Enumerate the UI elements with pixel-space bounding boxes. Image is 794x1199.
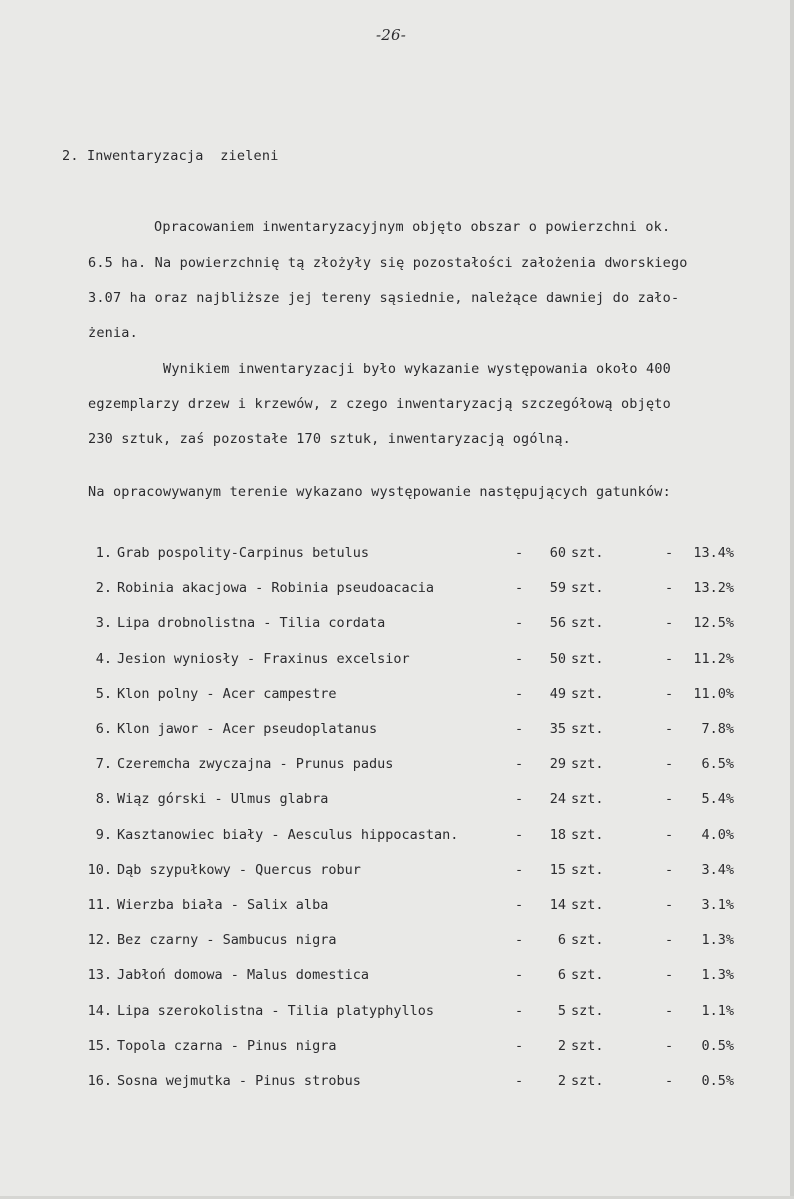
species-unit: szt. (571, 861, 604, 878)
species-name: Grab pospolity-Carpinus betulus (117, 545, 369, 561)
species-dash: - (515, 580, 524, 597)
species-name: Jabłoń domowa - Malus domestica (117, 967, 369, 984)
species-dash: - (515, 756, 524, 773)
page-number: -26- (376, 26, 407, 44)
species-row (0, 721, 794, 743)
species-count: 49 (549, 685, 566, 702)
species-unit: szt. (571, 1002, 604, 1019)
species-dash: - (515, 826, 524, 843)
species-dash: - (515, 1002, 524, 1019)
species-dash: - (515, 1073, 524, 1089)
paragraph2-line: egzemplarzy drzew i krzewów, z czego inwentaryzacją szczegółową objęto (88, 396, 671, 412)
section-heading: 2. Inwentaryzacja zieleni (62, 148, 279, 164)
species-percent: 1.3% (701, 932, 734, 949)
species-dash: - (515, 861, 524, 878)
species-count: 29 (549, 756, 566, 773)
species-percent: 6.5% (701, 756, 734, 773)
species-row (0, 897, 794, 919)
species-percent: 0.5% (701, 1073, 734, 1089)
species-count: 15 (549, 861, 566, 878)
species-percent: 11.0% (693, 685, 734, 702)
percent-dash: - (665, 967, 674, 984)
species-name: Jesion wyniosły - Fraxinus excelsior (117, 650, 410, 667)
species-dash: - (515, 650, 524, 667)
species-row (0, 615, 794, 637)
species-count: 14 (549, 897, 566, 913)
percent-dash: - (665, 615, 674, 632)
species-percent: 0.5% (701, 1037, 734, 1054)
species-unit: szt. (571, 1037, 604, 1054)
species-dash: - (515, 615, 524, 632)
species-row (0, 1038, 794, 1060)
species-number: 9. (95, 826, 112, 843)
percent-dash: - (665, 932, 674, 949)
species-count: 56 (549, 615, 566, 632)
species-name: Robinia akacjowa - Robinia pseudoacacia (117, 580, 434, 597)
species-row (0, 580, 794, 602)
percent-dash: - (665, 721, 674, 737)
species-row (0, 1003, 794, 1025)
percent-dash: - (665, 1002, 674, 1019)
species-row (0, 967, 794, 989)
species-count: 18 (549, 826, 566, 843)
species-number: 10. (87, 861, 112, 878)
species-name: Kasztanowiec biały - Aesculus hippocastan. (117, 826, 459, 843)
species-number: 6. (95, 721, 112, 737)
species-percent: 13.4% (693, 545, 734, 561)
percent-dash: - (665, 861, 674, 878)
species-percent: 3.4% (701, 861, 734, 878)
percent-dash: - (665, 826, 674, 843)
species-percent: 1.1% (701, 1002, 734, 1019)
species-percent: 5.4% (701, 791, 734, 808)
species-percent: 13.2% (693, 580, 734, 597)
percent-dash: - (665, 1073, 674, 1089)
paragraph1-line: 6.5 ha. Na powierzchnię tą złożyły się pozostałości założenia dworskiego (88, 255, 688, 271)
percent-dash: - (665, 650, 674, 667)
species-percent: 7.8% (701, 721, 734, 737)
species-dash: - (515, 1037, 524, 1054)
species-number: 16. (87, 1073, 112, 1089)
species-name: Lipa drobnolistna - Tilia cordata (117, 615, 386, 632)
species-name: Topola czarna - Pinus nigra (117, 1037, 337, 1054)
species-name: Wierzba biała - Salix alba (117, 897, 329, 913)
paragraph2-line: Wynikiem inwentaryzacji było wykazanie występowania około 400 (163, 361, 671, 377)
species-dash: - (515, 897, 524, 913)
species-percent: 12.5% (693, 615, 734, 632)
percent-dash: - (665, 791, 674, 808)
species-unit: szt. (571, 932, 604, 949)
species-dash: - (515, 721, 524, 737)
species-row (0, 686, 794, 708)
species-number: 8. (95, 791, 112, 808)
species-count: 60 (549, 545, 566, 561)
species-row (0, 862, 794, 884)
species-count: 6 (557, 967, 566, 984)
percent-dash: - (665, 685, 674, 702)
species-unit: szt. (571, 967, 604, 984)
species-number: 2. (95, 580, 112, 597)
species-number: 7. (95, 756, 112, 773)
species-number: 13. (87, 967, 112, 984)
percent-dash: - (665, 897, 674, 913)
species-row (0, 1073, 794, 1095)
species-unit: szt. (571, 545, 604, 561)
species-dash: - (515, 685, 524, 702)
species-number: 14. (87, 1002, 112, 1019)
species-unit: szt. (571, 650, 604, 667)
species-dash: - (515, 545, 524, 561)
percent-dash: - (665, 545, 674, 561)
species-name: Klon polny - Acer campestre (117, 685, 337, 702)
species-name: Bez czarny - Sambucus nigra (117, 932, 337, 949)
species-unit: szt. (571, 897, 604, 913)
species-unit: szt. (571, 791, 604, 808)
species-name: Dąb szypułkowy - Quercus robur (117, 861, 361, 878)
species-unit: szt. (571, 1073, 604, 1089)
percent-dash: - (665, 756, 674, 773)
paragraph1-line: Opracowaniem inwentaryzacyjnym objęto obszar o powierzchni ok. (154, 219, 671, 235)
species-count: 5 (557, 1002, 566, 1019)
species-unit: szt. (571, 615, 604, 632)
percent-dash: - (665, 580, 674, 597)
species-percent: 4.0% (701, 826, 734, 843)
species-number: 11. (87, 897, 112, 913)
species-dash: - (515, 791, 524, 808)
species-name: Wiąz górski - Ulmus glabra (117, 791, 329, 808)
species-dash: - (515, 967, 524, 984)
species-percent: 11.2% (693, 650, 734, 667)
species-count: 2 (557, 1037, 566, 1054)
paragraph1-line: żenia. (88, 325, 138, 341)
species-number: 1. (95, 545, 112, 561)
species-count: 2 (557, 1073, 566, 1089)
species-row (0, 932, 794, 954)
species-row (0, 545, 794, 567)
species-unit: szt. (571, 580, 604, 597)
species-name: Czeremcha zwyczajna - Prunus padus (117, 756, 394, 773)
species-count: 24 (549, 791, 566, 808)
species-number: 3. (95, 615, 112, 632)
species-percent: 1.3% (701, 967, 734, 984)
paragraph1-line: 3.07 ha oraz najbliższe jej tereny sąsiednie, należące dawniej do zało- (88, 290, 680, 306)
species-name: Lipa szerokolistna - Tilia platyphyllos (117, 1002, 434, 1019)
species-unit: szt. (571, 756, 604, 773)
species-name: Klon jawor - Acer pseudoplatanus (117, 721, 378, 737)
species-row (0, 756, 794, 778)
species-number: 12. (87, 932, 112, 949)
paragraph2-line: 230 sztuk, zaś pozostałe 170 sztuk, inwentaryzacją ogólną. (88, 431, 572, 447)
species-number: 15. (87, 1037, 112, 1054)
species-unit: szt. (571, 721, 604, 737)
species-count: 50 (549, 650, 566, 667)
species-row (0, 651, 794, 673)
species-count: 35 (549, 721, 566, 737)
species-number: 5. (95, 685, 112, 702)
species-unit: szt. (571, 826, 604, 843)
species-percent: 3.1% (701, 897, 734, 913)
species-number: 4. (95, 650, 112, 667)
species-intro: Na opracowywanym terenie wykazano występowanie następujących gatunków: (88, 484, 671, 500)
species-unit: szt. (571, 685, 604, 702)
percent-dash: - (665, 1037, 674, 1054)
species-count: 59 (549, 580, 566, 597)
species-row (0, 791, 794, 813)
species-count: 6 (557, 932, 566, 949)
species-row (0, 827, 794, 849)
species-name: Sosna wejmutka - Pinus strobus (117, 1073, 361, 1089)
species-dash: - (515, 932, 524, 949)
